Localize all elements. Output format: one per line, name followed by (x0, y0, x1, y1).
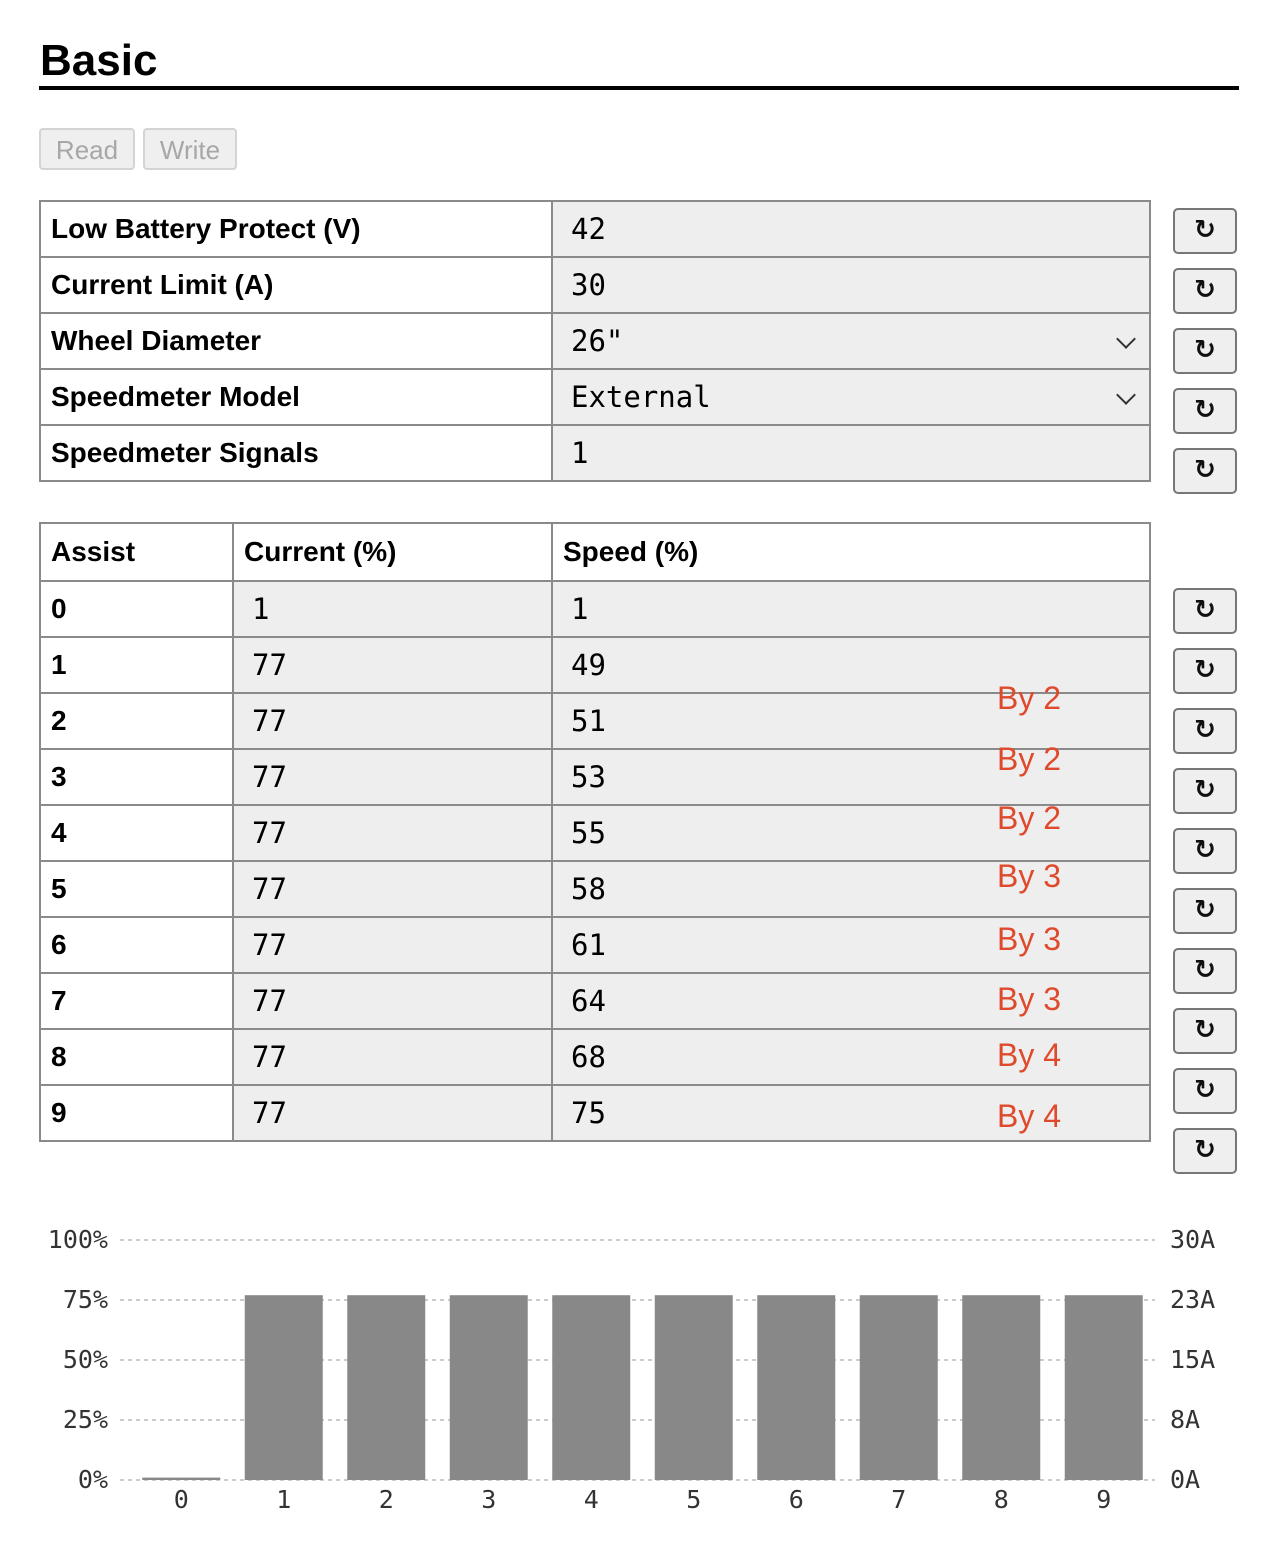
refresh-icon: ↻ (1194, 1015, 1216, 1045)
table-row (40, 805, 1150, 861)
column-header-assist: Assist (40, 523, 233, 581)
refresh-button[interactable] (1173, 388, 1237, 434)
table-row (40, 973, 1150, 1029)
y-tick-label-left: 75% (62, 1285, 108, 1314)
refresh-button[interactable] (1173, 448, 1237, 494)
x-tick-label: 0 (173, 1485, 189, 1514)
x-tick-label: 2 (378, 1485, 394, 1514)
speed-input[interactable]: 64 (552, 973, 1150, 1029)
assist-levels-table (39, 522, 1151, 1142)
speed-input[interactable]: 49 (552, 637, 1150, 693)
y-tick-label-right: 23A (1170, 1285, 1216, 1314)
x-tick-label: 5 (686, 1485, 702, 1514)
x-tick-label: 7 (891, 1485, 907, 1514)
x-tick-label: 4 (583, 1485, 599, 1514)
annotation-note: By 2 (997, 800, 1062, 836)
chevron-down-icon (1116, 385, 1136, 405)
current-input[interactable]: 77 (233, 1029, 552, 1085)
refresh-icon: ↻ (1194, 335, 1216, 365)
assist-level: 7 (40, 973, 233, 1029)
refresh-icon: ↻ (1194, 835, 1216, 865)
speedmeter-signals-input[interactable]: 1 (552, 425, 1150, 481)
assist-level: 4 (40, 805, 233, 861)
table-row (40, 861, 1150, 917)
refresh-icon: ↻ (1194, 215, 1216, 245)
assist-level: 1 (40, 637, 233, 693)
annotation-note: By 3 (997, 858, 1062, 894)
table-row (40, 1029, 1150, 1085)
current-input[interactable]: 77 (233, 973, 552, 1029)
speed-input[interactable]: 55 (552, 805, 1150, 861)
y-tick-label-left: 25% (62, 1405, 108, 1434)
title-divider (39, 86, 1239, 90)
refresh-button[interactable] (1173, 268, 1237, 314)
y-tick-label-right: 0A (1170, 1465, 1201, 1494)
setting-label: Current Limit (A) (40, 257, 552, 313)
y-tick-label-right: 8A (1170, 1405, 1201, 1434)
current-input[interactable]: 77 (233, 693, 552, 749)
speed-input[interactable]: 68 (552, 1029, 1150, 1085)
speedmeter-model-value: External (571, 380, 711, 414)
speed-input[interactable]: 58 (552, 861, 1150, 917)
setting-label: Speedmeter Model (40, 369, 552, 425)
annotation-note: By 3 (997, 981, 1062, 1017)
refresh-button[interactable] (1173, 588, 1237, 634)
chart-bar (1065, 1295, 1143, 1480)
assist-level: 5 (40, 861, 233, 917)
chart-bar (347, 1295, 425, 1480)
chart-bar (450, 1295, 528, 1480)
refresh-icon: ↻ (1194, 275, 1216, 305)
x-tick-label: 1 (276, 1485, 292, 1514)
chart-bar (655, 1295, 733, 1480)
chart-bar (552, 1295, 630, 1480)
refresh-button[interactable] (1173, 1128, 1237, 1174)
annotation-note: By 2 (997, 741, 1062, 777)
refresh-button[interactable] (1173, 208, 1237, 254)
assist-level: 3 (40, 749, 233, 805)
refresh-button[interactable] (1173, 1068, 1237, 1114)
table-row (40, 917, 1150, 973)
column-header-speed: Speed (%) (552, 523, 1150, 581)
setting-row-wheel-diameter (40, 313, 1150, 369)
annotation-note: By 3 (997, 921, 1062, 957)
assist-level: 8 (40, 1029, 233, 1085)
y-tick-label-left: 50% (62, 1345, 108, 1374)
refresh-button[interactable] (1173, 648, 1237, 694)
speed-input[interactable]: 61 (552, 917, 1150, 973)
assist-level: 2 (40, 693, 233, 749)
refresh-icon: ↻ (1194, 595, 1216, 625)
refresh-button[interactable] (1173, 328, 1237, 374)
refresh-icon: ↻ (1194, 895, 1216, 925)
current-input[interactable]: 77 (233, 1085, 552, 1141)
refresh-icon: ↻ (1194, 455, 1216, 485)
setting-label: Speedmeter Signals (40, 425, 552, 481)
y-tick-label-right: 30A (1170, 1225, 1216, 1254)
assist-level: 0 (40, 581, 233, 637)
y-tick-label-left: 0% (77, 1465, 108, 1494)
speed-input[interactable]: 1 (552, 581, 1150, 637)
table-row (40, 637, 1150, 693)
refresh-icon: ↻ (1194, 655, 1216, 685)
chart-bar (245, 1295, 323, 1480)
current-input[interactable]: 1 (233, 581, 552, 637)
setting-label: Wheel Diameter (40, 313, 552, 369)
write-button[interactable]: Write (143, 128, 237, 170)
x-tick-label: 6 (788, 1485, 804, 1514)
setting-row-low-battery (40, 201, 1150, 257)
setting-label: Low Battery Protect (V) (40, 201, 552, 257)
refresh-icon: ↻ (1194, 955, 1216, 985)
assist-current-chart (0, 1210, 1272, 1520)
y-tick-label-left: 100% (47, 1225, 108, 1254)
current-input[interactable]: 77 (233, 805, 552, 861)
assist-level: 6 (40, 917, 233, 973)
chevron-down-icon (1116, 329, 1136, 349)
annotation-note: By 4 (997, 1037, 1062, 1073)
speed-input[interactable]: 53 (552, 749, 1150, 805)
setting-row-speedmeter-model (40, 369, 1150, 425)
refresh-button[interactable] (1173, 1008, 1237, 1054)
refresh-button[interactable] (1173, 948, 1237, 994)
refresh-icon: ↻ (1194, 1135, 1216, 1165)
column-header-current: Current (%) (233, 523, 552, 581)
y-tick-label-right: 15A (1170, 1345, 1216, 1374)
annotation-note: By 4 (997, 1098, 1062, 1134)
current-limit-input[interactable]: 30 (552, 257, 1150, 313)
speed-input[interactable]: 51 (552, 693, 1150, 749)
current-input[interactable]: 77 (233, 749, 552, 805)
page-title: Basic (40, 36, 158, 85)
refresh-icon: ↻ (1194, 395, 1216, 425)
wheel-diameter-select[interactable] (552, 313, 1150, 369)
setting-row-current-limit (40, 257, 1150, 313)
chart-bar (142, 1478, 220, 1480)
refresh-icon: ↻ (1194, 715, 1216, 745)
table-row (40, 581, 1150, 637)
setting-row-speedmeter-signals (40, 425, 1150, 481)
speedmeter-model-select[interactable] (552, 369, 1150, 425)
refresh-button[interactable] (1173, 768, 1237, 814)
refresh-button[interactable] (1173, 828, 1237, 874)
basic-settings-table (39, 200, 1151, 482)
low-battery-input[interactable]: 42 (552, 201, 1150, 257)
wheel-diameter-value: 26" (571, 324, 624, 358)
chart-bar (757, 1295, 835, 1480)
table-header-row (40, 523, 1150, 581)
chart-bar (962, 1295, 1040, 1480)
read-button[interactable]: Read (39, 128, 135, 170)
refresh-button[interactable] (1173, 708, 1237, 754)
refresh-icon: ↻ (1194, 775, 1216, 805)
x-tick-label: 8 (993, 1485, 1009, 1514)
x-tick-label: 9 (1096, 1485, 1112, 1514)
table-row (40, 1085, 1150, 1141)
annotation-note: By 2 (997, 680, 1062, 716)
assist-level: 9 (40, 1085, 233, 1141)
refresh-button[interactable] (1173, 888, 1237, 934)
table-row (40, 693, 1150, 749)
x-tick-label: 3 (481, 1485, 497, 1514)
current-input[interactable]: 77 (233, 917, 552, 973)
chart-bar (860, 1295, 938, 1480)
table-row (40, 749, 1150, 805)
current-input[interactable]: 77 (233, 861, 552, 917)
refresh-icon: ↻ (1194, 1075, 1216, 1105)
current-input[interactable]: 77 (233, 637, 552, 693)
speed-input[interactable]: 75 (552, 1085, 1150, 1141)
